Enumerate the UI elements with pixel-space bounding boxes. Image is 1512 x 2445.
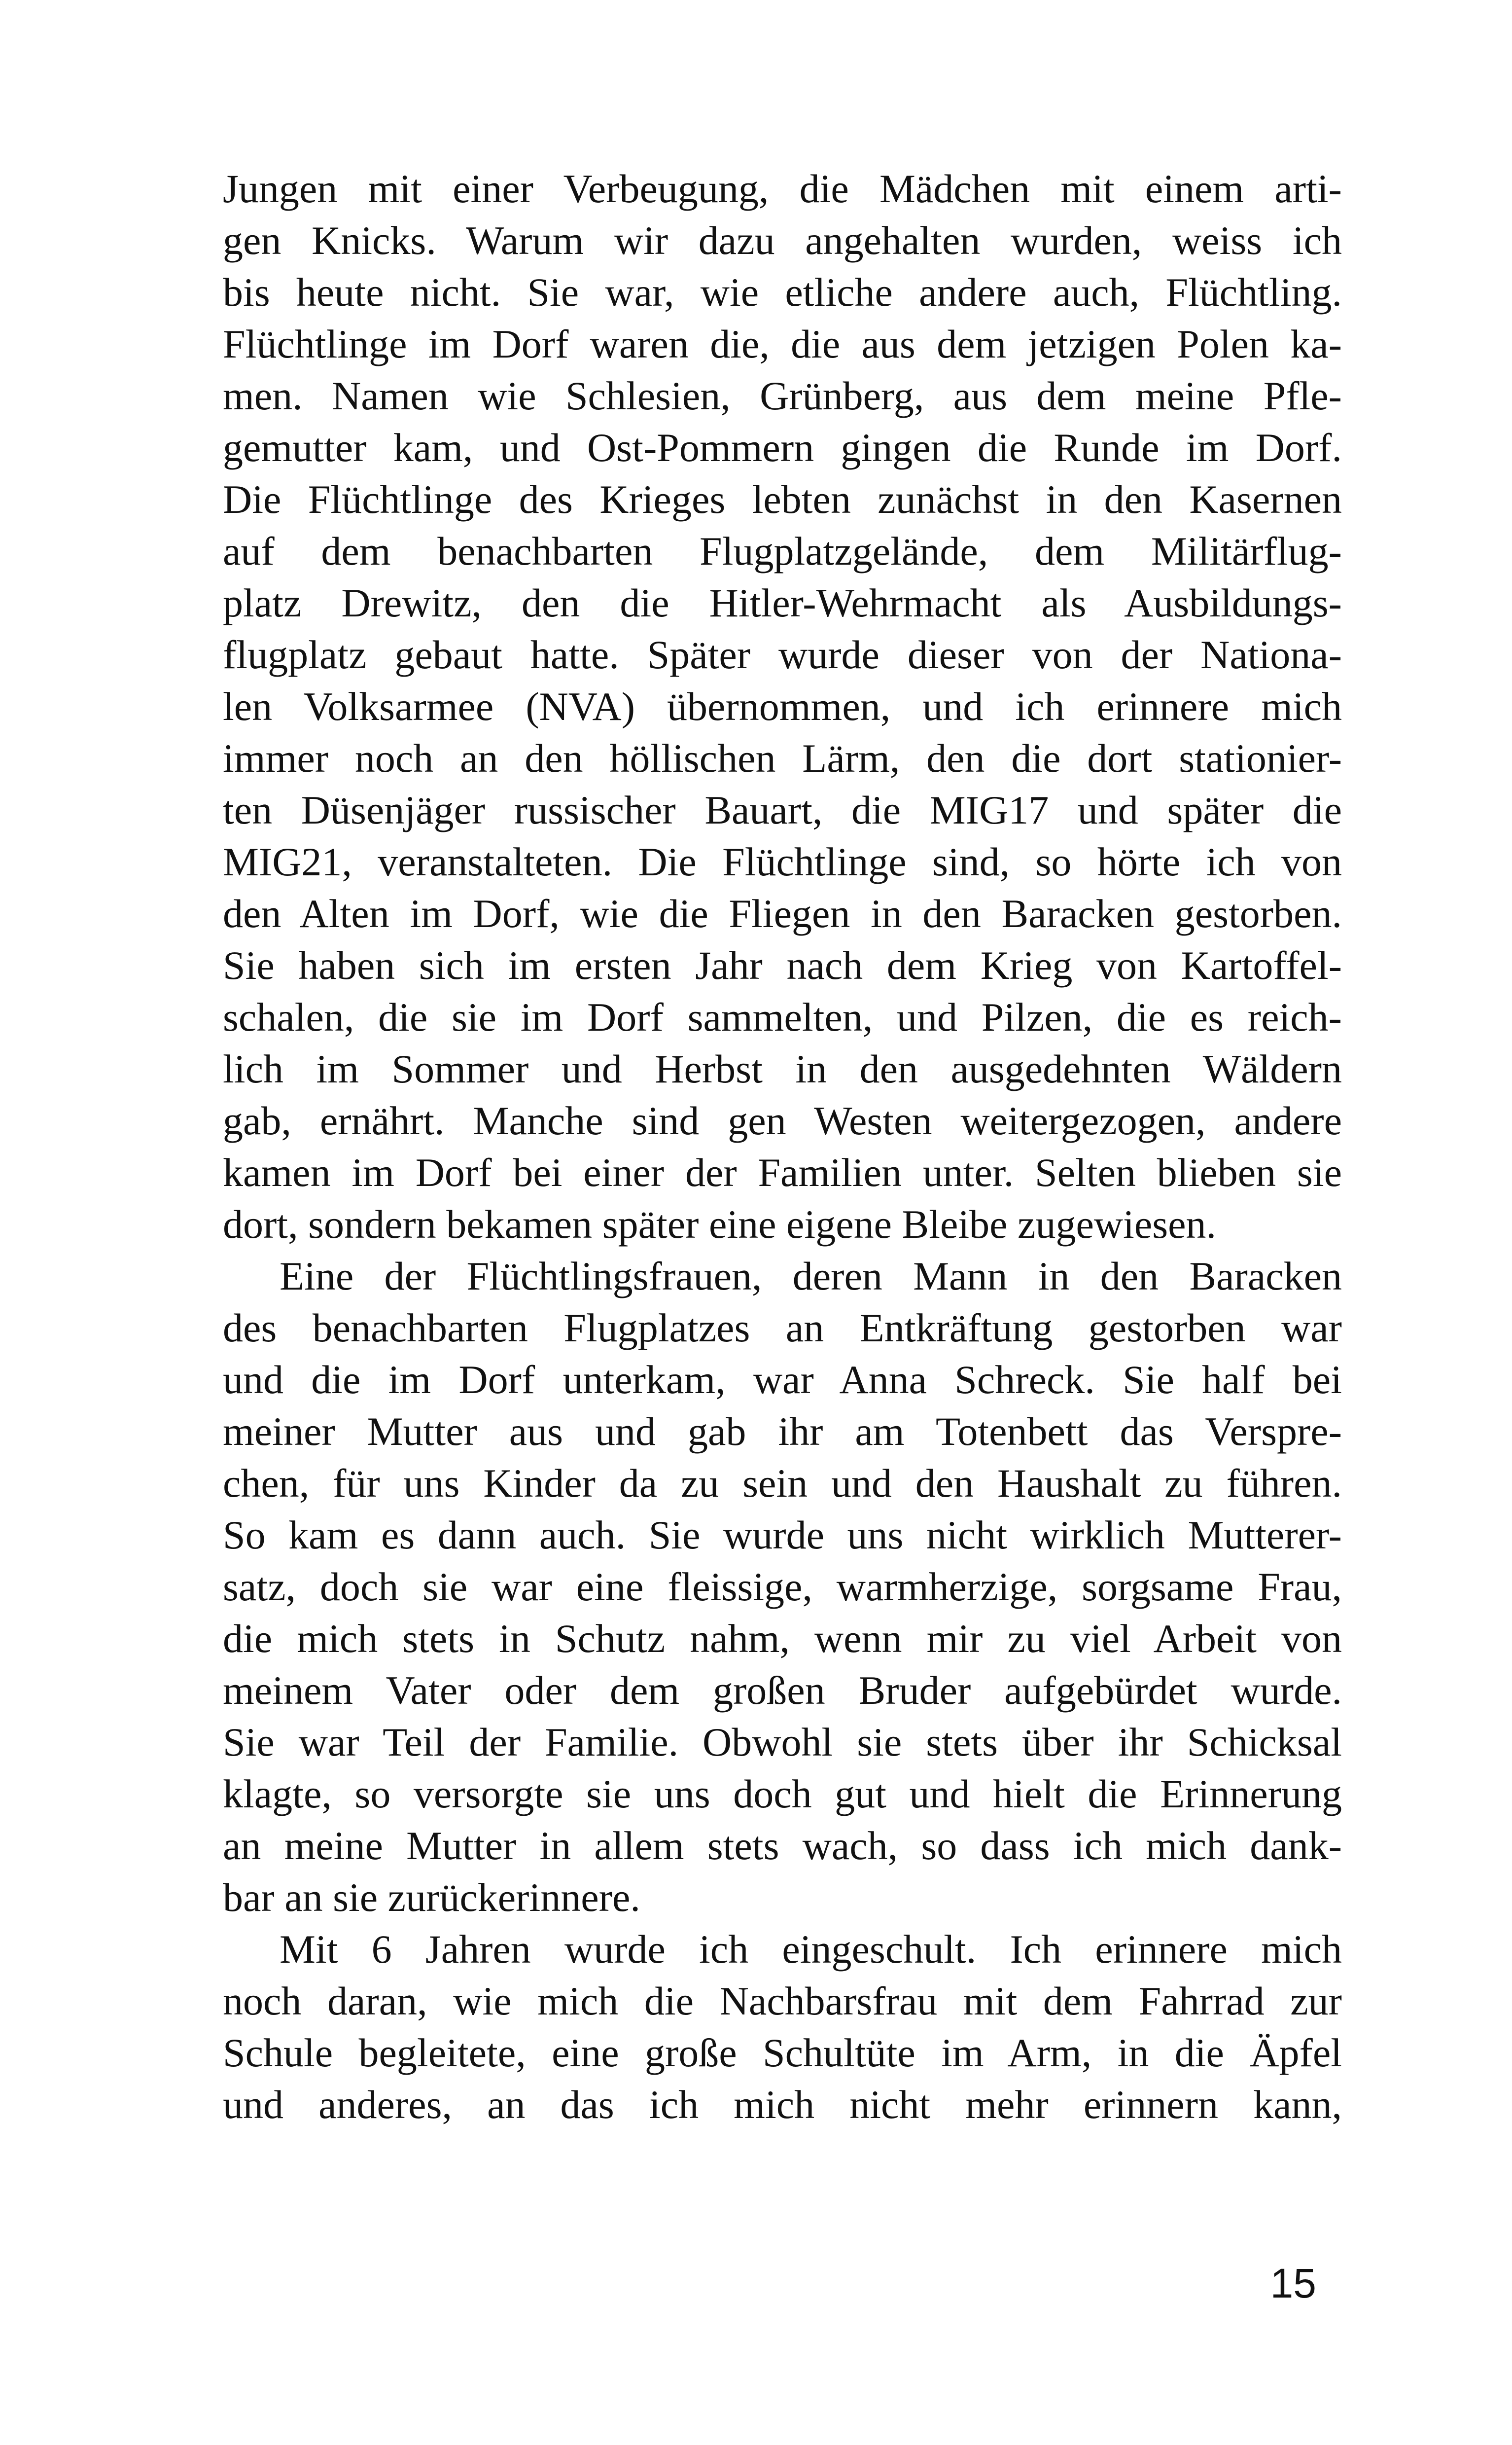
text-line: kamen im Dorf bei einer der Familien unter. Selten blieben sie (223, 1150, 1342, 1195)
text-line: an meine Mutter in allem stets wach, so dass ich mich dank- (223, 1823, 1342, 1868)
text-line: Eine der Flüchtlingsfrauen, deren Mann in den Baracken (280, 1254, 1342, 1298)
text-line: klagte, so versorgte sie uns doch gut und hielt die Erinnerung (223, 1771, 1342, 1816)
text-line: gab, ernährt. Manche sind gen Westen weitergezogen, andere (223, 1098, 1342, 1143)
text-line: Mit 6 Jahren wurde ich eingeschult. Ich erinnere mich (280, 1927, 1342, 1972)
text-line: platz Drewitz, den die Hitler-Wehrmacht als Ausbildungs- (223, 580, 1342, 625)
text-line: und die im Dorf unterkam, war Anna Schreck. Sie half bei (223, 1357, 1342, 1402)
text-line: Die Flüchtlinge des Krieges lebten zunächst in den Kasernen (223, 477, 1342, 522)
text-line: noch daran, wie mich die Nachbarsfrau mit dem Fahrrad zur (223, 1978, 1342, 2023)
text-line: den Alten im Dorf, wie die Fliegen in den Baracken gestorben. (223, 891, 1342, 936)
text-line: bar an sie zurückerinnere. (223, 1875, 640, 1920)
text-line: ten Düsenjäger russischer Bauart, die MIG17 und später die (223, 788, 1342, 832)
text-line: bis heute nicht. Sie war, wie etliche andere auch, Flüchtling. (223, 270, 1342, 315)
text-line: lich im Sommer und Herbst in den ausgedehnten Wäldern (223, 1046, 1342, 1091)
text-line: Sie haben sich im ersten Jahr nach dem Krieg von Kartoffel- (223, 943, 1342, 988)
text-line: gen Knicks. Warum wir dazu angehalten wurden, weiss ich (223, 218, 1342, 263)
text-line: meinem Vater oder dem großen Bruder aufgebürdet wurde. (223, 1668, 1342, 1713)
text-line: chen, für uns Kinder da zu sein und den Haushalt zu führen. (223, 1461, 1342, 1506)
text-line: MIG21, veranstalteten. Die Flüchtlinge sind, so hörte ich von (223, 839, 1342, 884)
text-line: Jungen mit einer Verbeugung, die Mädchen mit einem arti- (223, 166, 1342, 211)
page-number: 15 (1270, 2260, 1316, 2306)
text-line: Schule begleitete, eine große Schultüte im Arm, in die Äpfel (223, 2030, 1342, 2075)
text-line: Sie war Teil der Familie. Obwohl sie stets über ihr Schicksal (223, 1720, 1342, 1764)
text-line: flugplatz gebaut hatte. Später wurde dieser von der Nationa- (223, 632, 1342, 677)
text-line: satz, doch sie war eine fleissige, warmherzige, sorgsame Frau, (223, 1564, 1342, 1609)
text-line: len Volksarmee (NVA) übernommen, und ich erinnere mich (223, 684, 1342, 729)
text-line: schalen, die sie im Dorf sammelten, und Pilzen, die es reich- (223, 995, 1342, 1040)
text-line: die mich stets in Schutz nahm, wenn mir zu viel Arbeit von (223, 1616, 1342, 1661)
text-line: immer noch an den höllischen Lärm, den die dort stationier- (223, 736, 1342, 781)
text-line: dort, sondern bekamen später eine eigene Bleibe zugewiesen. (223, 1202, 1217, 1247)
text-line: gemutter kam, und Ost-Pommern gingen die Runde im Dorf. (223, 425, 1342, 470)
body-text (223, 163, 1342, 2130)
text-line: meiner Mutter aus und gab ihr am Totenbett das Verspre- (223, 1409, 1342, 1454)
text-line: men. Namen wie Schlesien, Grünberg, aus dem meine Pfle- (223, 373, 1342, 418)
text-line: So kam es dann auch. Sie wurde uns nicht wirklich Mutterer- (223, 1512, 1342, 1557)
text-line: Flüchtlinge im Dorf waren die, die aus dem jetzigen Polen ka- (223, 322, 1342, 366)
text-line: des benachbarten Flugplatzes an Entkräftung gestorben war (223, 1305, 1342, 1350)
text-line: und anderes, an das ich mich nicht mehr erinnern kann, (223, 2082, 1342, 2127)
text-line: auf dem benachbarten Flugplatzgelände, dem Militärflug- (223, 529, 1342, 574)
